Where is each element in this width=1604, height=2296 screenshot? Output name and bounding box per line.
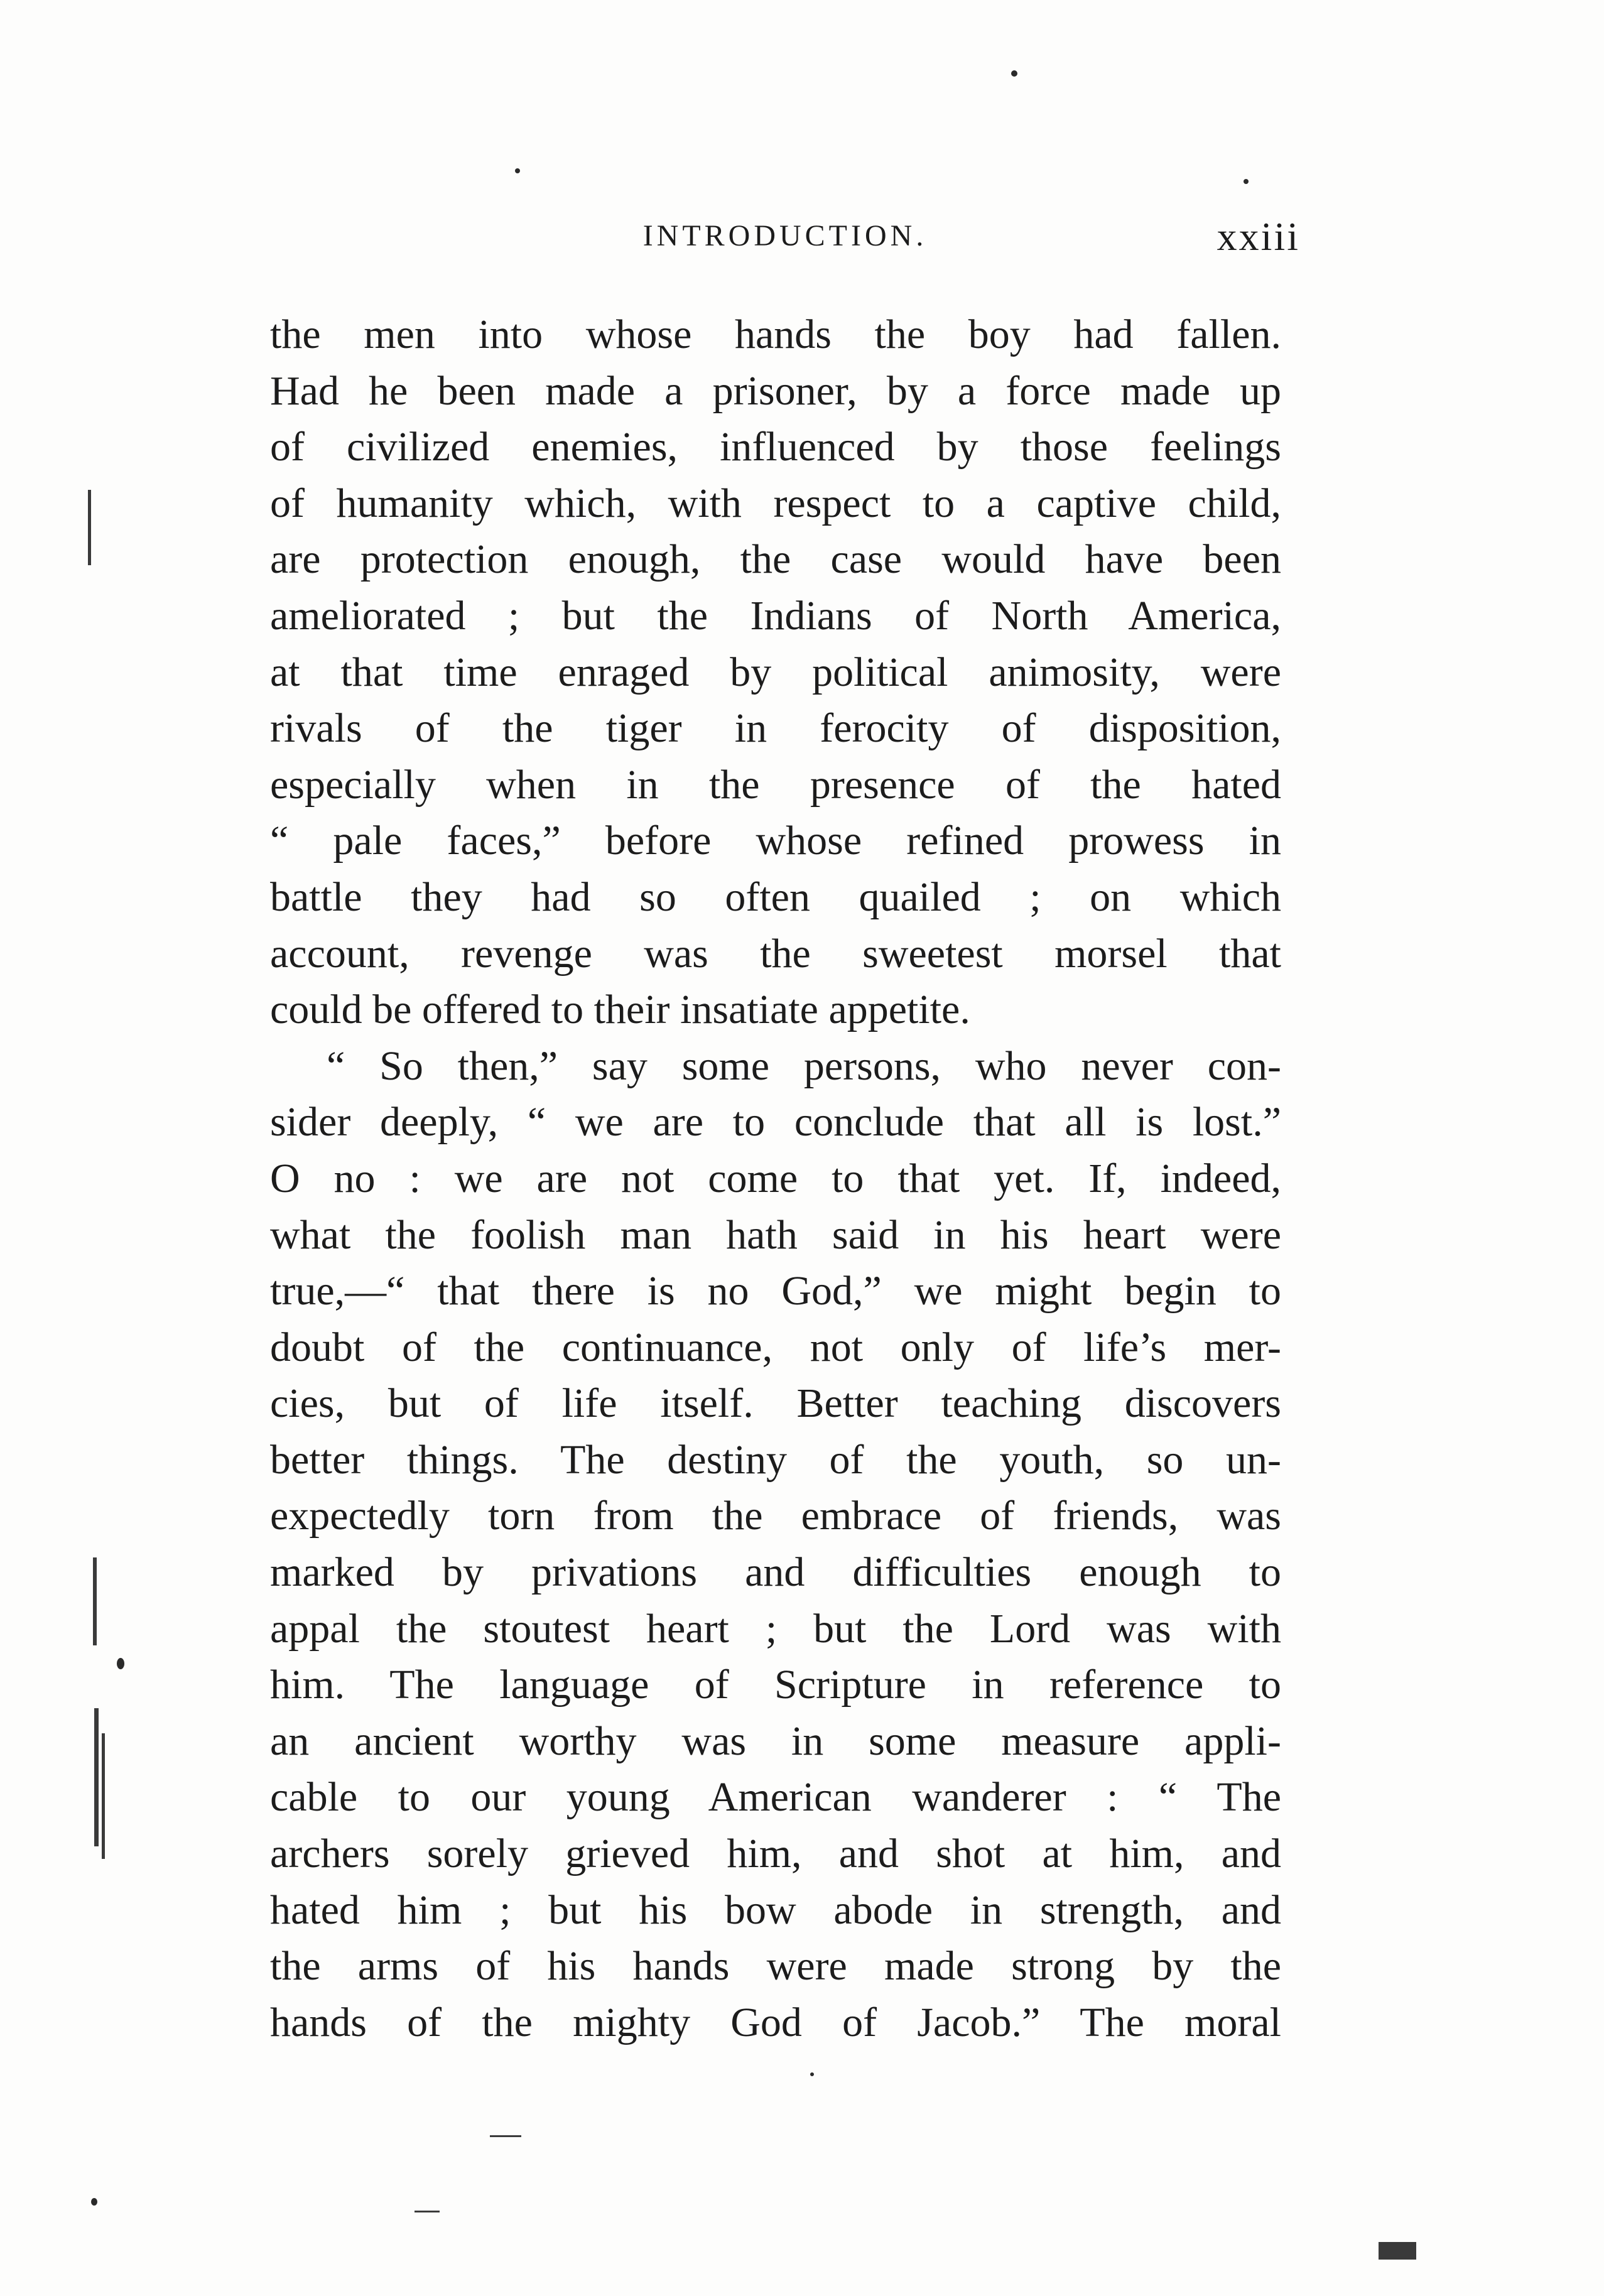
scan-mark (94, 1708, 99, 1846)
text-line: O no : we are not come to that yet. If, indeed, (270, 1155, 1281, 1201)
text-line: an ancient worthy was in some measure appli- (270, 1718, 1281, 1764)
text-line: cies, but of life itself. Better teaching discovers (270, 1380, 1281, 1427)
running-title: INTRODUCTION. (642, 219, 928, 252)
text-line: “ pale faces,” before whose refined prowess in (270, 818, 1281, 864)
page-number: xxiii (1217, 214, 1300, 259)
text-line: him. The language of Scripture in reference to (270, 1662, 1281, 1708)
text-line: true,—“ that there is no God,” we might begin to (270, 1268, 1281, 1314)
text-line: at that time enraged by political animosity, were (270, 649, 1281, 695)
text-line: the men into whose hands the boy had fallen. (270, 311, 1281, 357)
text-line: appal the stoutest heart ; but the Lord was with (270, 1605, 1281, 1652)
text-line: ameliorated ; but the Indians of North America, (270, 592, 1281, 639)
scan-mark (117, 1658, 124, 1669)
text-line: the arms of his hands were made strong by the (270, 1943, 1281, 1990)
text-line: hated him ; but his bow abode in strength, and (270, 1887, 1281, 1933)
scan-mark (102, 1733, 105, 1859)
scan-mark (1379, 2242, 1416, 2260)
running-head (270, 214, 1300, 270)
scan-mark (1244, 179, 1249, 184)
text-line: expectedly torn from the embrace of friends, was (270, 1493, 1281, 1539)
text-line: what the foolish man hath said in his heart were (270, 1211, 1281, 1258)
text-line: doubt of the continuance, not only of life’s mer- (270, 1324, 1281, 1370)
scan-mark (810, 2072, 814, 2076)
text-line: sider deeply, “ we are to conclude that all is lost.” (270, 1099, 1281, 1145)
text-line: cable to our young American wanderer : “ The (270, 1774, 1281, 1821)
text-line: hands of the mighty God of Jacob.” The moral (270, 1999, 1281, 2045)
text-line: archers sorely grieved him, and shot at him, and (270, 1831, 1281, 1877)
text-line: rivals of the tiger in ferocity of disposition, (270, 705, 1281, 752)
scan-mark (415, 2211, 440, 2212)
text-line: could be offered to their insatiate appetite. (270, 987, 970, 1033)
text-line: marked by privations and difficulties enough to (270, 1549, 1281, 1596)
scan-mark (1011, 70, 1017, 77)
text-line: are protection enough, the case would have been (270, 536, 1281, 583)
text-line: of humanity which, with respect to a captive child, (270, 480, 1281, 526)
text-line: “ So then,” say some persons, who never con- (327, 1042, 1281, 1089)
scan-mark (88, 490, 91, 565)
scan-mark (515, 168, 520, 173)
scan-mark (91, 2198, 97, 2206)
text-line: better things. The destiny of the youth, so un- (270, 1436, 1281, 1483)
scan-mark (490, 2135, 521, 2137)
text-line: Had he been made a prisoner, by a force made up (270, 367, 1281, 414)
text-line: especially when in the presence of the hated (270, 761, 1281, 808)
text-line: battle they had so often quailed ; on which (270, 874, 1281, 920)
body-text (270, 306, 1281, 2050)
text-line: account, revenge was the sweetest morsel that (270, 930, 1281, 977)
scan-mark (93, 1557, 97, 1645)
text-line: of civilized enemies, influenced by those feelings (270, 424, 1281, 470)
